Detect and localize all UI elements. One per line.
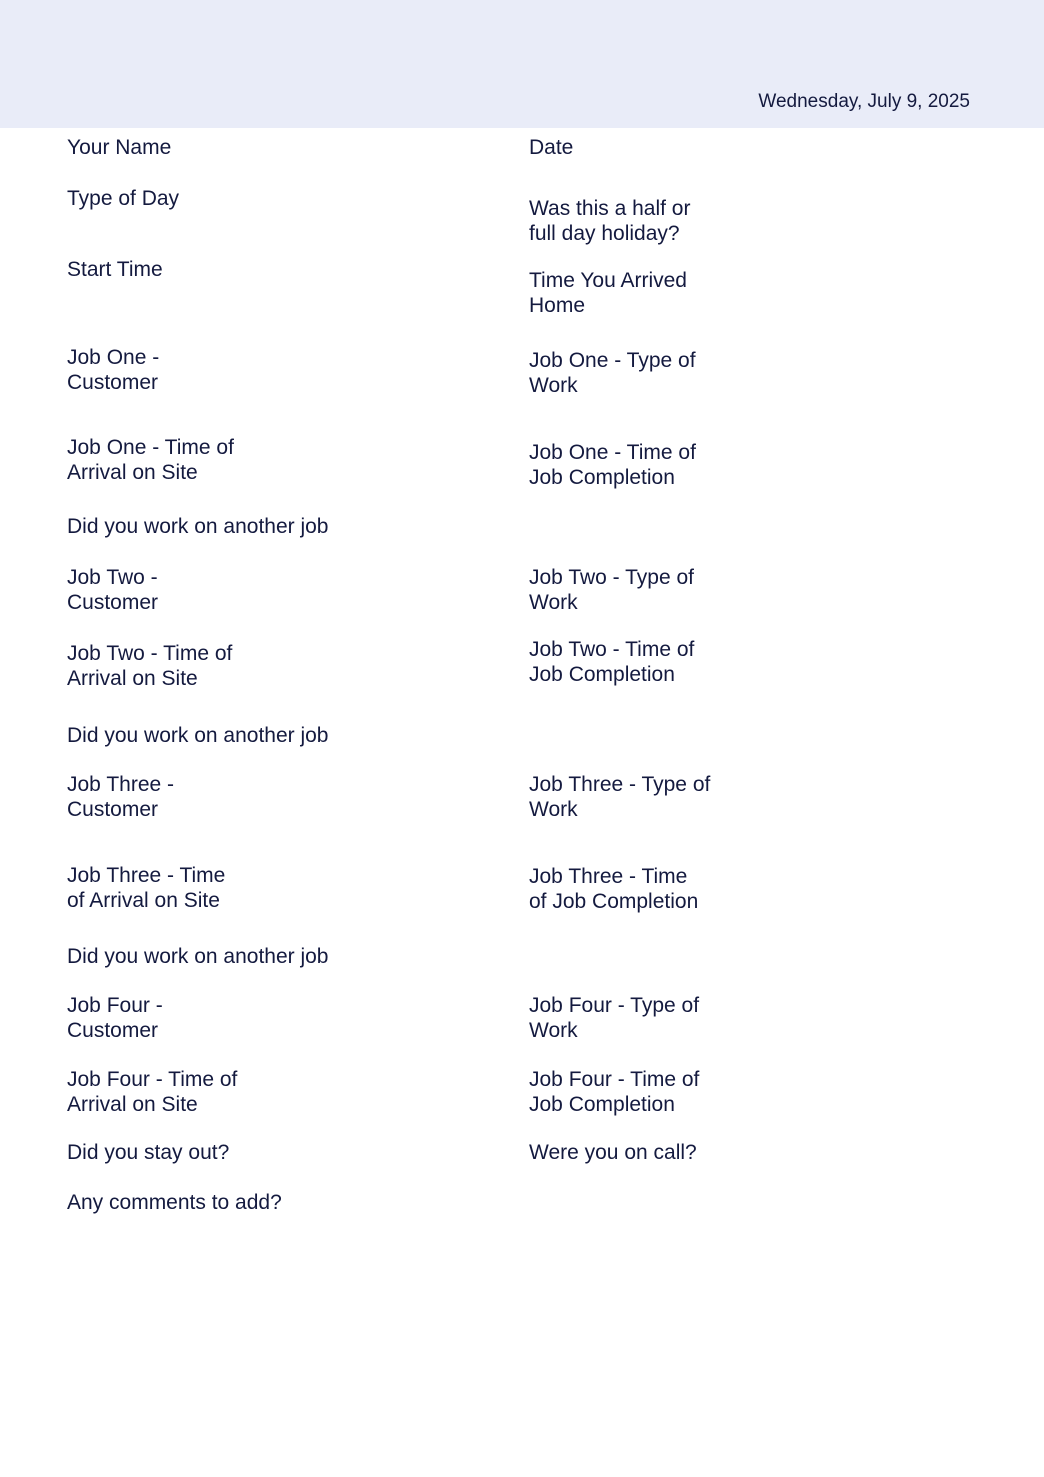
header-date: Wednesday, July 9, 2025 (758, 91, 970, 112)
label-your-name: Your Name (67, 136, 172, 159)
label-job-two-completion: Job Two - Time of Job Completion (529, 638, 695, 686)
label-another-job-1: Did you work on another job (67, 515, 329, 538)
page-header (0, 0, 1044, 128)
label-half-or-full-holiday: Was this a half or full day holiday? (529, 197, 691, 245)
label-job-one-completion: Job One - Time of Job Completion (529, 441, 696, 489)
label-type-of-day: Type of Day (67, 187, 180, 210)
label-job-two-arrival: Job Two - Time of Arrival on Site (67, 642, 233, 690)
label-job-two-type-of-work: Job Two - Type of Work (529, 566, 694, 614)
label-job-two-customer: Job Two - Customer (67, 566, 159, 614)
label-job-three-completion: Job Three - Time of Job Completion (529, 865, 699, 913)
label-job-one-customer: Job One - Customer (67, 346, 160, 394)
label-date: Date (529, 136, 574, 159)
label-start-time: Start Time (67, 258, 163, 281)
label-job-four-customer: Job Four - Customer (67, 994, 163, 1042)
label-job-three-customer: Job Three - Customer (67, 773, 174, 821)
label-job-four-completion: Job Four - Time of Job Completion (529, 1068, 700, 1116)
label-job-four-type-of-work: Job Four - Type of Work (529, 994, 700, 1042)
label-another-job-3: Did you work on another job (67, 945, 329, 968)
label-job-one-type-of-work: Job One - Type of Work (529, 349, 696, 397)
label-comments: Any comments to add? (67, 1191, 282, 1214)
label-job-four-arrival: Job Four - Time of Arrival on Site (67, 1068, 238, 1116)
label-job-three-type-of-work: Job Three - Type of Work (529, 773, 711, 821)
label-stay-out: Did you stay out? (67, 1141, 230, 1164)
label-job-three-arrival: Job Three - Time of Arrival on Site (67, 864, 226, 912)
label-job-one-arrival: Job One - Time of Arrival on Site (67, 436, 234, 484)
label-time-arrived-home: Time You Arrived Home (529, 269, 687, 317)
label-on-call: Were you on call? (529, 1141, 697, 1164)
label-another-job-2: Did you work on another job (67, 724, 329, 747)
